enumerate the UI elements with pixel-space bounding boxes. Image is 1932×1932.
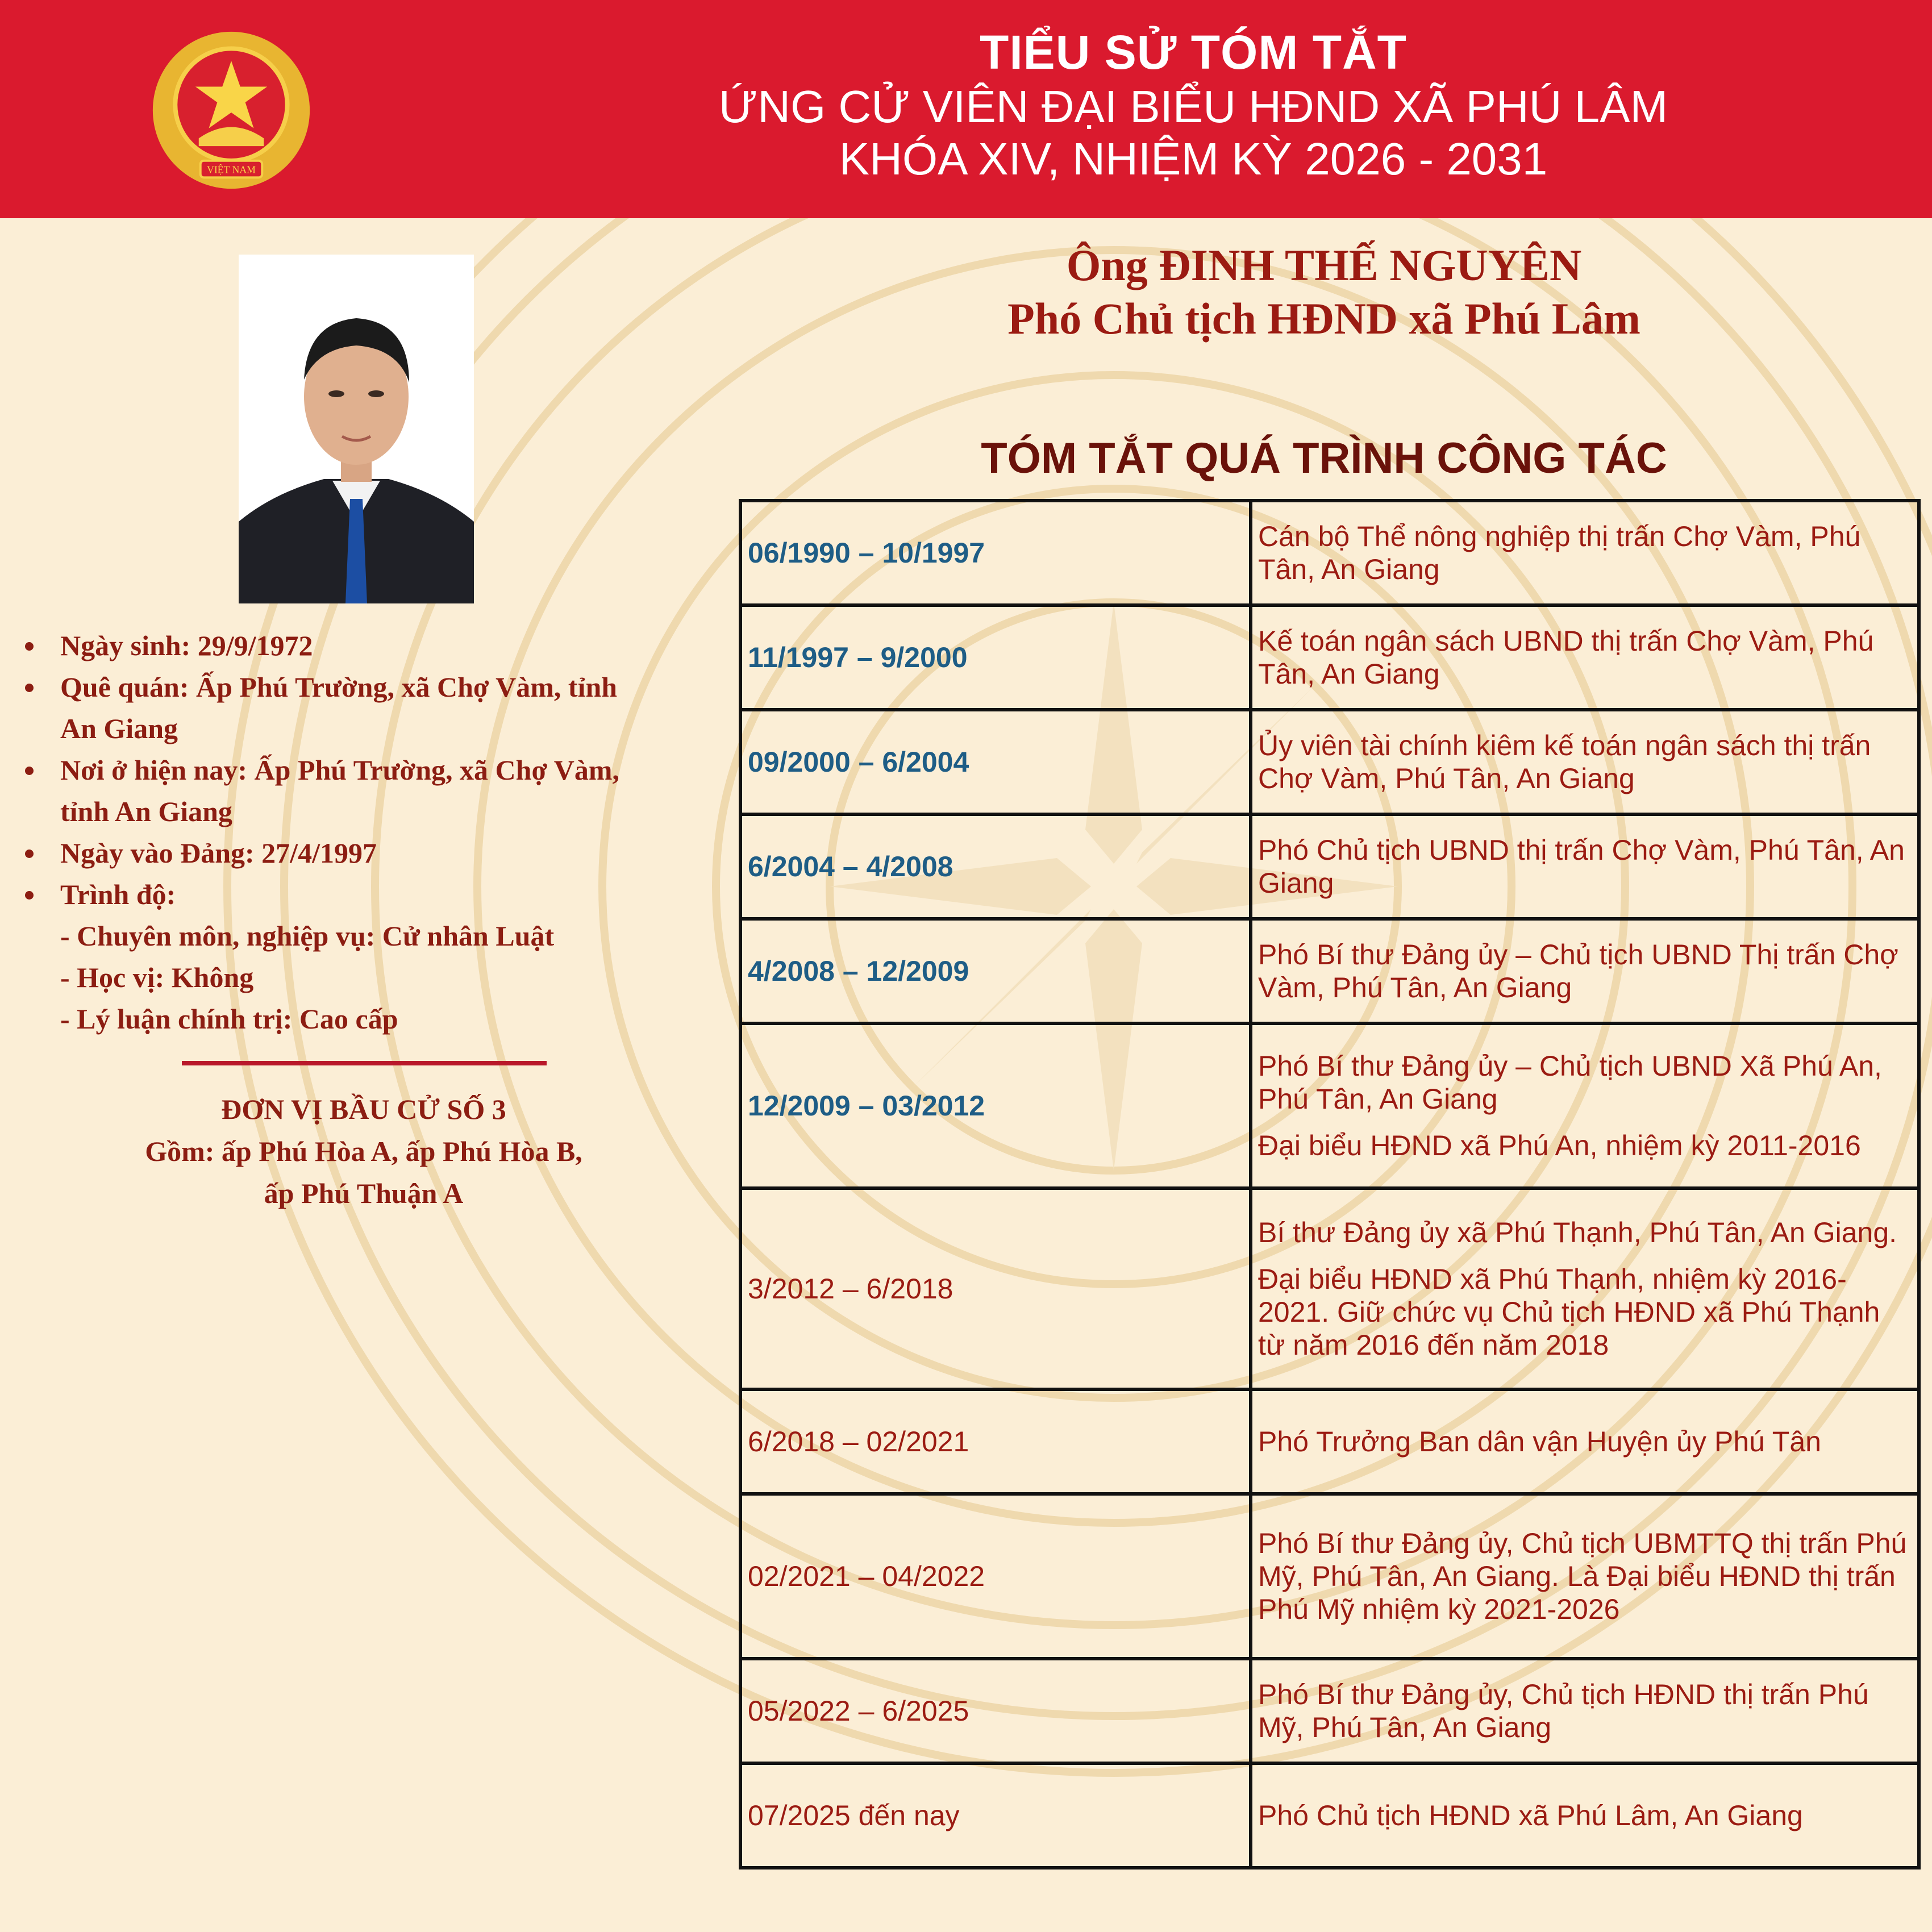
candidate-name: Ông ĐINH THẾ NGUYÊN xyxy=(1066,240,1582,290)
career-description xyxy=(1251,814,1919,919)
residence-line-1: Nơi ở hiện nay: Ấp Phú Trường, xã Chợ Vàm, xyxy=(60,754,619,786)
national-emblem-icon xyxy=(147,26,316,194)
career-row xyxy=(740,919,1919,1023)
career-description xyxy=(1251,1659,1919,1763)
header-term: KHÓA XIV, NHIỆM KỲ 2026 - 2031 xyxy=(839,134,1548,184)
career-row xyxy=(740,814,1919,919)
career-description xyxy=(1251,1389,1919,1494)
career-period: 06/1990 – 10/1997 xyxy=(740,501,1251,605)
career-table xyxy=(739,499,1921,1869)
career-period: 05/2022 – 6/2025 xyxy=(740,1659,1251,1763)
election-unit-line-2: Gồm: ấp Phú Hòa A, ấp Phú Hòa B, xyxy=(145,1135,582,1167)
career-period: 6/2018 – 02/2021 xyxy=(740,1389,1251,1494)
career-description-paragraph: Phó Bí thư Đảng ủy, Chủ tịch HĐND thị trấn Phú Mỹ, Phú Tân, An Giang xyxy=(1258,1679,1869,1743)
candidate-position: Phó Chủ tịch HĐND xã Phú Lâm xyxy=(1007,294,1640,343)
career-period: 6/2004 – 4/2008 xyxy=(740,814,1251,919)
career-description-paragraph: Đại biểu HĐND xã Phú An, nhiệm kỳ 2011-2016 xyxy=(1258,1130,1861,1161)
career-description-paragraph: Phó Bí thư Đảng ủy, Chủ tịch UBMTTQ thị trấn Phú Mỹ, Phú Tân, An Giang. Là Đại biểu HĐND thị trấn Phú Mỹ nhiệm kỳ 2021-2026 xyxy=(1258,1527,1907,1625)
career-row xyxy=(740,1494,1919,1659)
career-description xyxy=(1251,501,1919,605)
career-description xyxy=(1251,919,1919,1023)
candidate-heading xyxy=(841,239,1807,345)
career-period: 11/1997 – 9/2000 xyxy=(740,605,1251,710)
career-description xyxy=(1251,1763,1919,1868)
election-unit-title: ĐƠN VỊ BẦU CỬ SỐ 3 xyxy=(221,1093,506,1125)
career-row xyxy=(740,1659,1919,1763)
career-description xyxy=(1251,1023,1919,1188)
career-description xyxy=(1251,605,1919,710)
career-description-paragraph: Phó Chủ tịch UBND thị trấn Chợ Vàm, Phú Tân, An Giang xyxy=(1258,834,1905,899)
career-description-paragraph: Phó Bí thư Đảng ủy – Chủ tịch UBND Thị trấn Chợ Vàm, Phú Tân, An Giang xyxy=(1258,939,1898,1004)
career-description-paragraph: Kế toán ngân sách UBND thị trấn Chợ Vàm, Phú Tân, An Giang xyxy=(1258,625,1874,690)
election-unit-line-3: ấp Phú Thuận A xyxy=(264,1177,464,1209)
career-row xyxy=(740,501,1919,605)
career-period: 07/2025 đến nay xyxy=(740,1763,1251,1868)
divider-line xyxy=(182,1061,547,1065)
career-description-paragraph: Đại biểu HĐND xã Phú Thạnh, nhiệm kỳ 2016-2021. Giữ chức vụ Chủ tịch HĐND xã Phú Thạnh từ năm 2016 đến năm 2018 xyxy=(1258,1263,1880,1361)
education-politics: - Lý luận chính trị: Cao cấp xyxy=(60,1003,398,1035)
career-description-paragraph: Phó Chủ tịch HĐND xã Phú Lâm, An Giang xyxy=(1258,1800,1803,1831)
hometown-line-1: Quê quán: Ấp Phú Trường, xã Chợ Vàm, tỉnh xyxy=(60,671,618,703)
candidate-photo xyxy=(239,255,474,603)
career-description xyxy=(1251,1494,1919,1659)
career-row xyxy=(740,1389,1919,1494)
career-period: 12/2009 – 03/2012 xyxy=(740,1023,1251,1188)
education-heading: Trình độ: xyxy=(25,874,707,915)
career-row xyxy=(740,710,1919,814)
career-description-paragraph: Phó Bí thư Đảng ủy – Chủ tịch UBND Xã Phú An, Phú Tân, An Giang xyxy=(1258,1050,1882,1115)
career-description-paragraph: Phó Trưởng Ban dân vận Huyện ủy Phú Tân xyxy=(1258,1426,1821,1458)
education-degree: - Học vị: Không xyxy=(60,961,254,993)
election-unit xyxy=(80,1088,648,1214)
career-description-paragraph: Bí thư Đảng ủy xã Phú Thạnh, Phú Tân, An Giang. xyxy=(1258,1217,1897,1248)
career-description xyxy=(1251,710,1919,814)
career-period: 4/2008 – 12/2009 xyxy=(740,919,1251,1023)
header-subtitle: ỨNG CỬ VIÊN ĐẠI BIỂU HĐND XÃ PHÚ LÂM xyxy=(718,81,1668,132)
career-description-paragraph: Cán bộ Thể nông nghiệp thị trấn Chợ Vàm, Phú Tân, An Giang xyxy=(1258,521,1861,585)
residence-line-2: tỉnh An Giang xyxy=(60,796,232,827)
header-text xyxy=(557,24,1830,185)
birth-date: Ngày sinh: 29/9/1972 xyxy=(25,625,707,667)
career-row xyxy=(740,605,1919,710)
svg-text:VIỆT NAM: VIỆT NAM xyxy=(207,164,256,176)
hometown-line-2: An Giang xyxy=(60,713,178,744)
residence xyxy=(25,750,707,832)
party-date: Ngày vào Đảng: 27/4/1997 xyxy=(25,832,707,874)
header-banner xyxy=(0,0,1932,218)
portrait-image xyxy=(239,255,474,603)
education-major: - Chuyên môn, nghiệp vụ: Cử nhân Luật xyxy=(60,920,555,952)
career-description-paragraph: Ủy viên tài chính kiêm kế toán ngân sách thị trấn Chợ Vàm, Phú Tân, An Giang xyxy=(1258,730,1871,794)
personal-info xyxy=(25,625,707,1040)
career-period: 02/2021 – 04/2022 xyxy=(740,1494,1251,1659)
career-row xyxy=(740,1188,1919,1389)
career-period: 3/2012 – 6/2018 xyxy=(740,1188,1251,1389)
header-title: TIỂU SỬ TÓM TẮT xyxy=(980,26,1407,79)
career-description xyxy=(1251,1188,1919,1389)
hometown xyxy=(25,667,707,750)
career-title: TÓM TẮT QUÁ TRÌNH CÔNG TÁC xyxy=(981,434,1667,482)
career-row xyxy=(740,1763,1919,1868)
career-row xyxy=(740,1023,1919,1188)
career-period: 09/2000 – 6/2004 xyxy=(740,710,1251,814)
